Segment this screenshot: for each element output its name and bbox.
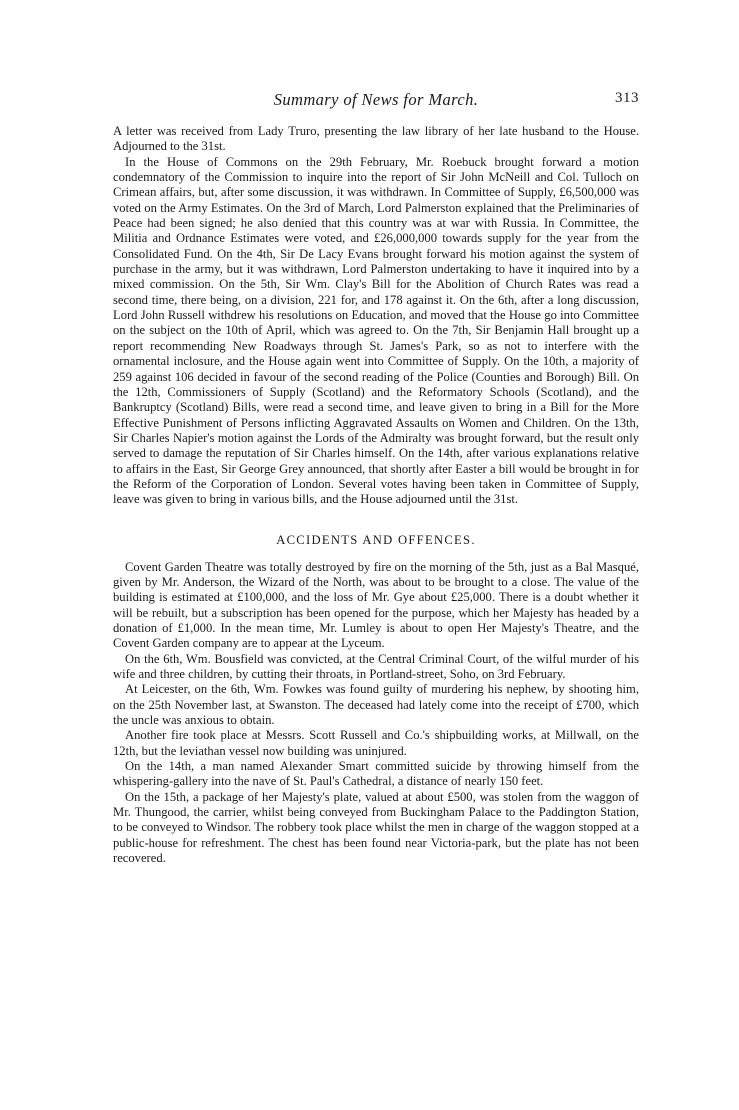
paragraph: On the 15th, a package of her Majesty's plate, valued at about £500, was stolen from the waggon of Mr. Thungood, the carrier, whilst being conveyed from Buckingham Palace to the Paddington Station, to be conveyed to Windsor. The robbery took place whilst the men in charge of the waggon stopped at a public-house for refreshment. The chest has been found near Victoria-park, but the plate has not been recovered. [113, 789, 639, 866]
running-head [113, 90, 639, 114]
section-heading: ACCIDENTS AND OFFENCES. [276, 532, 476, 547]
page-number: 313 [615, 90, 639, 106]
paragraph: Covent Garden Theatre was totally destroyed by fire on the morning of the 5th, just as a Bal Masqué, given by Mr. Anderson, the Wizard of the North, was about to be brought to a close. The value of the building is estimated at £100,000, and the loss of Mr. Gye about £25,000. There is a doubt whether it will be rebuilt, but a subscription has been opened for the purpose, which her Majesty has headed by a donation of £1,000. In the mean time, Mr. Lumley is about to open Her Majesty's Theatre, and the Covent Garden company are to appear at the Lyceum. [113, 559, 639, 651]
paragraph: A letter was received from Lady Truro, presenting the law library of her late husband to the House. Adjourned to the 31st. [113, 124, 639, 154]
paragraph: On the 14th, a man named Alexander Smart committed suicide by throwing himself from the whispering-gallery into the nave of St. Paul's Cathedral, a distance of nearly 150 feet. [113, 759, 639, 789]
paragraph: In the House of Commons on the 29th February, Mr. Roebuck brought forward a motion condemnatory of the Commission to inquire into the report of Sir John McNeill and Col. Tulloch on Crimean affairs, but, after some discussion, it was withdrawn. In Committee of Supply, £6,500,000 was voted on the Army Estimates. On the 3rd of March, Lord Palmerston explained that the Preliminaries of Peace had been signed; he also denied that this country was at war with Russia. In Committee, the Militia and Ordnance Estimates were voted, and £26,000,000 towards supply for the year from the Consolidated Fund. On the 4th, Sir De Lacy Evans brought forward his motion against the system of purchase in the army, but it was withdrawn, Lord Palmerston undertaking to have it inquired into by a mixed commission. On the 5th, Sir Wm. Clay's Bill for the Abolition of Church Rates was read a second time, there being, on a division, 221 for, and 178 against it. On the 6th, after a long discussion, Lord John Russell withdrew his resolutions on Education, and moved that the House go into Committee on the subject on the 10th of April, which was agreed to. On the 7th, Sir Benjamin Hall brought up a report recommending New Roadways through St. James's Park, so as not to interfere with the ornamental inclosure, and the House again went into Committee of Supply. On the 10th, a majority of 259 against 106 decided in favour of the second reading of the Police (Counties and Borough) Bill. On the 12th, Commissioners of Supply (Scotland) and the Reformatory Schools (Scotland), and the Bankruptcy (Scotland) Bills, were read a second time, and leave given to bring in a Bill for the More Effective Punishment of Persons inflicting Aggravated Assaults on Women and Children. On the 13th, Sir Charles Napier's motion against the Lords of the Admiralty was brought forward, but the result only served to damage the reputation of Sir Charles himself. On the 14th, after various explanations relative to affairs in the East, Sir George Grey announced, that shortly after Easter a bill would be brought in for the Reform of the Corporation of London. Several votes having been taken in Committee of Supply, leave was given to bring in various bills, and the House adjourned until the 31st. [113, 154, 639, 507]
paragraph: On the 6th, Wm. Bousfield was convicted, at the Central Criminal Court, of the wilful murder of his wife and three children, by cutting their throats, in Portland-street, Soho, on 3rd February. [113, 651, 639, 681]
page [113, 90, 639, 866]
accidents-section [113, 560, 639, 867]
running-title: Summary of News for March. [273, 90, 479, 109]
paragraph: Another fire took place at Messrs. Scott Russell and Co.'s shipbuilding works, at Millwall, on the 12th, but the leviathan vessel now building was uninjured. [113, 728, 639, 758]
paragraph: At Leicester, on the 6th, Wm. Fowkes was found guilty of murdering his nephew, by shooting him, on the 25th November last, at Swanston. The deceased had lately come into the receipt of £700, which the uncle was anxious to obtain. [113, 682, 639, 728]
parliament-section [113, 124, 639, 508]
